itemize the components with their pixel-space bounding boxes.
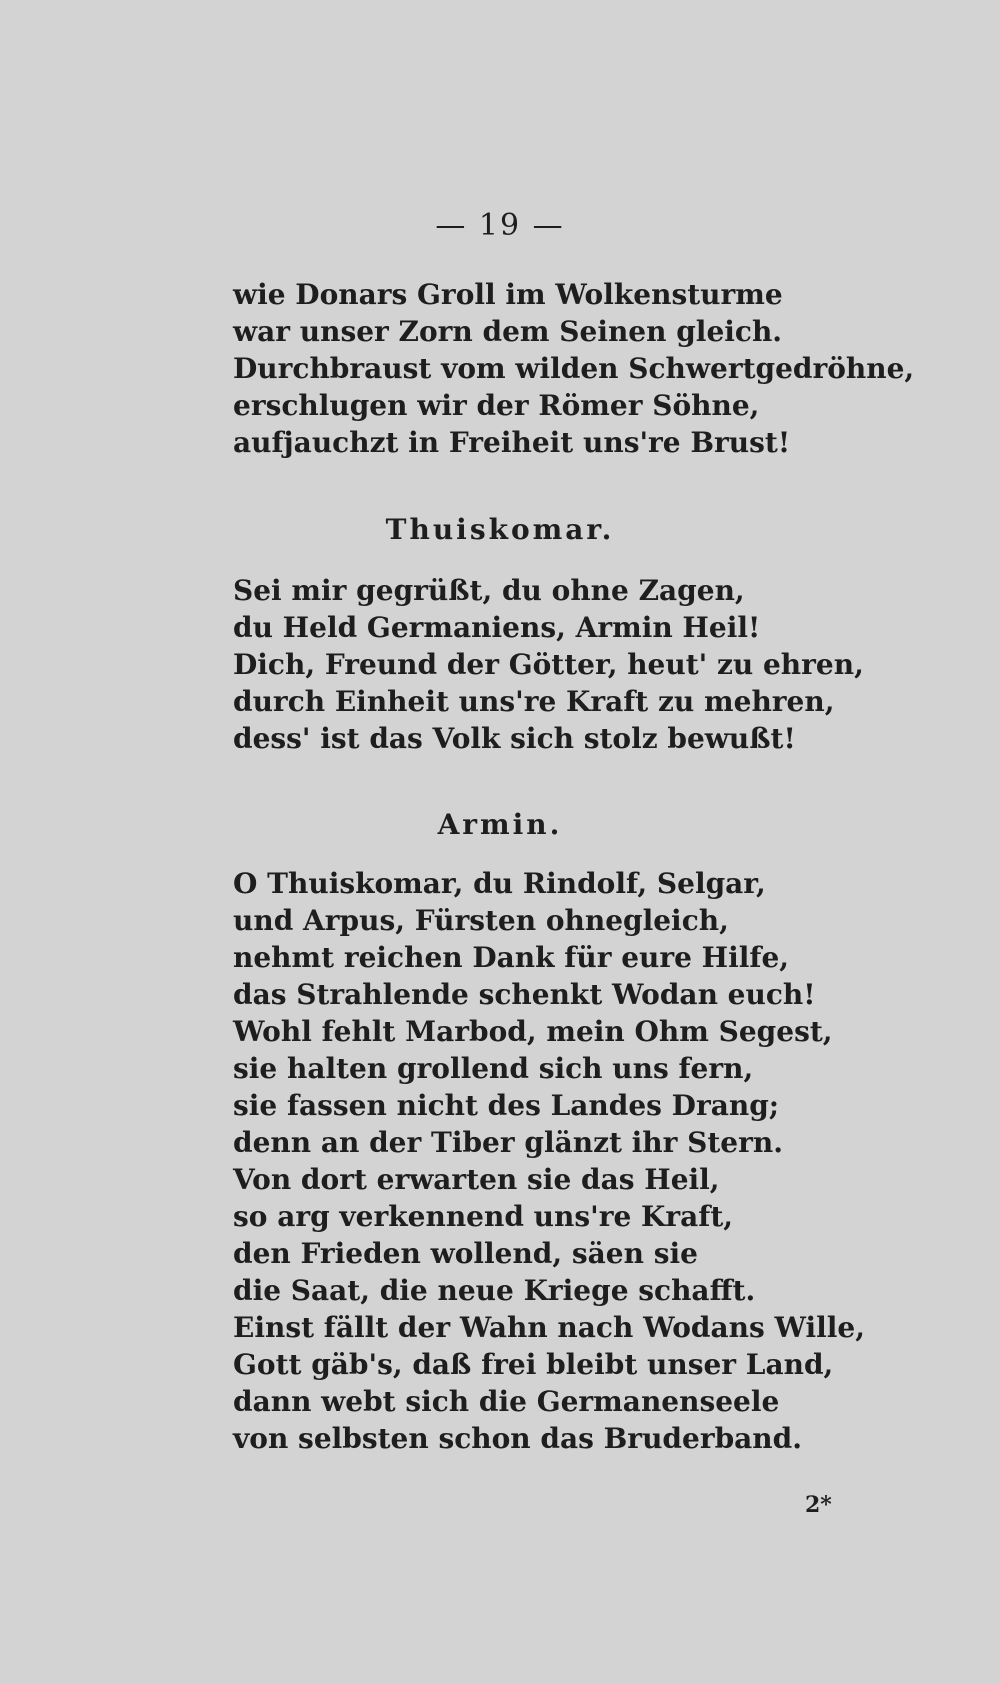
- verse-line: wie Donars Groll im Wolkensturme: [233, 278, 783, 311]
- verse-line: die Saat, die neue Kriege schafft.: [233, 1274, 756, 1307]
- verse-line: Gott gäb's, daß frei bleibt unser Land,: [233, 1348, 834, 1381]
- verse-line: Einst fällt der Wahn nach Wodans Wille,: [233, 1311, 865, 1344]
- verse-line: dess' ist das Volk sich stolz bewußt!: [233, 722, 796, 755]
- verse-line: den Frieden wollend, säen sie: [233, 1237, 698, 1270]
- speaker-heading: Thuiskomar.: [385, 513, 615, 546]
- verse-line: O Thuiskomar, du Rindolf, Selgar,: [233, 867, 766, 900]
- verse-line: und Arpus, Fürsten ohnegleich,: [233, 904, 729, 937]
- page-number: — 19 —: [435, 208, 565, 243]
- verse-line: sie fassen nicht des Landes Drang;: [233, 1089, 780, 1122]
- verse-line: von selbsten schon das Bruderband.: [233, 1422, 802, 1455]
- speaker-heading: Armin.: [437, 808, 563, 841]
- verse-line: so arg verkennend uns're Kraft,: [233, 1200, 733, 1233]
- verse-line: war unser Zorn dem Seinen gleich.: [233, 315, 783, 348]
- verse-line: dann webt sich die Germanenseele: [233, 1385, 780, 1418]
- verse-line: du Held Germaniens, Armin Heil!: [233, 611, 761, 644]
- verse-line: Wohl fehlt Marbod, mein Ohm Segest,: [233, 1015, 833, 1048]
- verse-line: Sei mir gegrüßt, du ohne Zagen,: [233, 574, 745, 607]
- stanza-2: [233, 572, 873, 757]
- verse-line: Von dort erwarten sie das Heil,: [233, 1163, 720, 1196]
- verse-line: denn an der Tiber glänzt ihr Stern.: [233, 1126, 783, 1159]
- verse-line: aufjauchzt in Freiheit uns're Brust!: [233, 426, 791, 459]
- verse-line: das Strahlende schenkt Wodan euch!: [233, 978, 816, 1011]
- verse-line: Dich, Freund der Götter, heut' zu ehren,: [233, 648, 864, 681]
- verse-line: sie halten grollend sich uns fern,: [233, 1052, 754, 1085]
- verse-line: Durchbraust vom wilden Schwertgedröhne,: [233, 352, 915, 385]
- verse-line: erschlugen wir der Römer Söhne,: [233, 389, 760, 422]
- verse-line: nehmt reichen Dank für eure Hilfe,: [233, 941, 790, 974]
- signature-mark: 2*: [805, 1492, 832, 1518]
- stanza-3: [233, 865, 873, 1457]
- verse-line: durch Einheit uns're Kraft zu mehren,: [233, 685, 835, 718]
- stanza-1: [233, 276, 915, 461]
